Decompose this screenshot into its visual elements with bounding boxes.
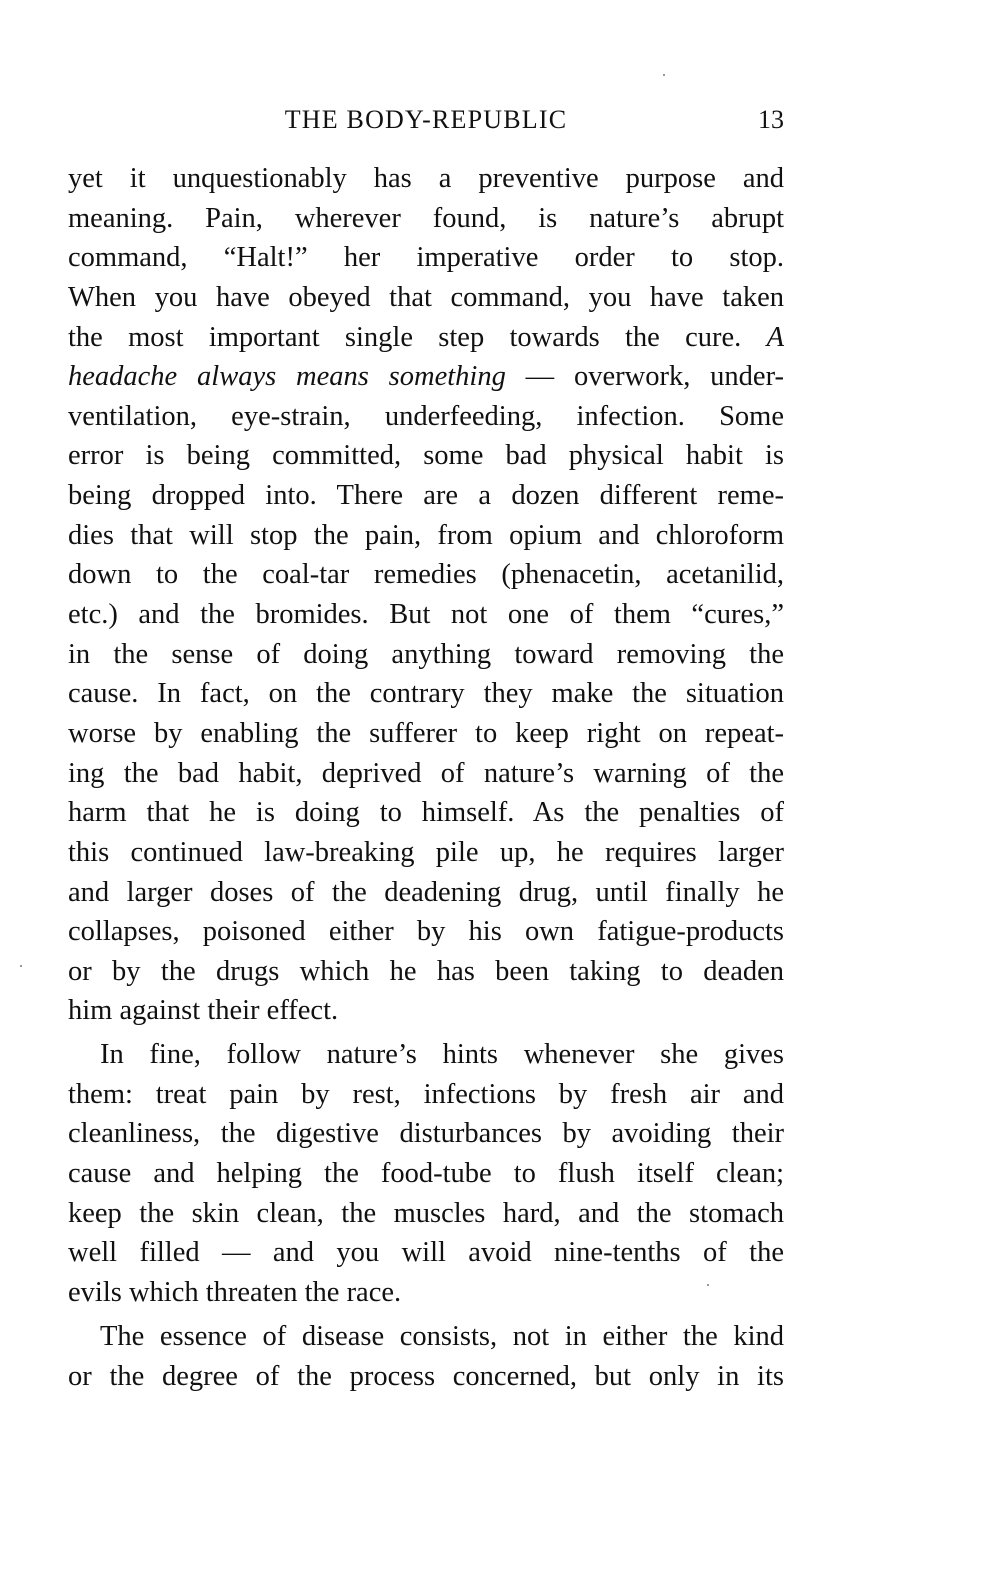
- text-line: them: treat pain by rest, infections by fresh air and: [68, 1078, 784, 1110]
- italic-phrase: headache always means something: [68, 361, 506, 393]
- paragraph-2: [68, 1035, 784, 1312]
- italic-a: A: [766, 321, 785, 353]
- text-line: dies that will stop the pain, from opium and chloroform: [68, 519, 784, 551]
- running-title: THE BODY-REPUBLIC: [284, 105, 568, 134]
- text-line: harm that he is doing to himself. As the penalties of: [68, 797, 784, 829]
- text-line: worse by enabling the sufferer to keep right on repeat-: [68, 717, 784, 749]
- text-line: In fine, follow nature’s hints whenever she gives: [100, 1039, 784, 1071]
- text-line: meaning. Pain, wherever found, is nature’s abrupt: [68, 202, 784, 234]
- text-line: ventilation, eye-strain, underfeeding, infection. Some: [68, 400, 784, 432]
- text-line: error is being committed, some bad physical habit is: [68, 440, 784, 472]
- text-line: him against their effect.: [68, 995, 339, 1027]
- text-line-with-italic-start: [68, 318, 784, 358]
- text-line-italic-phrase: [68, 357, 784, 397]
- running-head: [68, 100, 784, 140]
- paragraph-3: [68, 1317, 784, 1398]
- text-line: evils which threaten the race.: [68, 1276, 402, 1308]
- text-line: or the degree of the process concerned, but only in its: [68, 1361, 784, 1393]
- text-line-segment: the most important single step towards the cure.: [68, 321, 742, 353]
- scan-speck: [707, 1284, 709, 1286]
- text-line: and larger doses of the deadening drug, until finally he: [68, 876, 784, 908]
- text-line: well filled — and you will avoid nine-tenths of the: [68, 1237, 784, 1269]
- body-text: [68, 159, 784, 1398]
- text-line: cleanliness, the digestive disturbances by avoiding their: [68, 1118, 784, 1150]
- text-line: command, “Halt!” her imperative order to stop.: [68, 242, 784, 274]
- scan-speck: [663, 74, 665, 76]
- text-line: cause and helping the food-tube to flush itself clean;: [68, 1158, 784, 1190]
- text-line: The essence of disease consists, not in either the kind: [100, 1320, 784, 1352]
- text-line: yet it unquestionably has a preventive purpose and: [68, 163, 784, 194]
- text-line: being dropped into. There are a dozen different reme-: [68, 480, 784, 512]
- text-line: in the sense of doing anything toward removing the: [68, 638, 784, 670]
- text-line: or by the drugs which he has been taking to deaden: [68, 955, 784, 987]
- page-number: 13: [758, 105, 784, 134]
- text-line: cause. In fact, on the contrary they make the situation: [68, 678, 784, 710]
- text-line: keep the skin clean, the muscles hard, and the stomach: [68, 1197, 784, 1229]
- text-line: etc.) and the bromides. But not one of them “cures,”: [68, 599, 784, 631]
- text-line: down to the coal-tar remedies (phenacetin, acetanilid,: [68, 559, 784, 591]
- text-line: this continued law-breaking pile up, he requires larger: [68, 836, 784, 868]
- text-line: ing the bad habit, deprived of nature’s warning of the: [68, 757, 784, 789]
- scan-speck: [20, 965, 22, 967]
- text-line: When you have obeyed that command, you have taken: [68, 281, 784, 313]
- text-line: collapses, poisoned either by his own fatigue-products: [68, 916, 784, 948]
- paragraph-1: [68, 159, 784, 1031]
- phrase-tail: — overwork, under-: [505, 361, 784, 393]
